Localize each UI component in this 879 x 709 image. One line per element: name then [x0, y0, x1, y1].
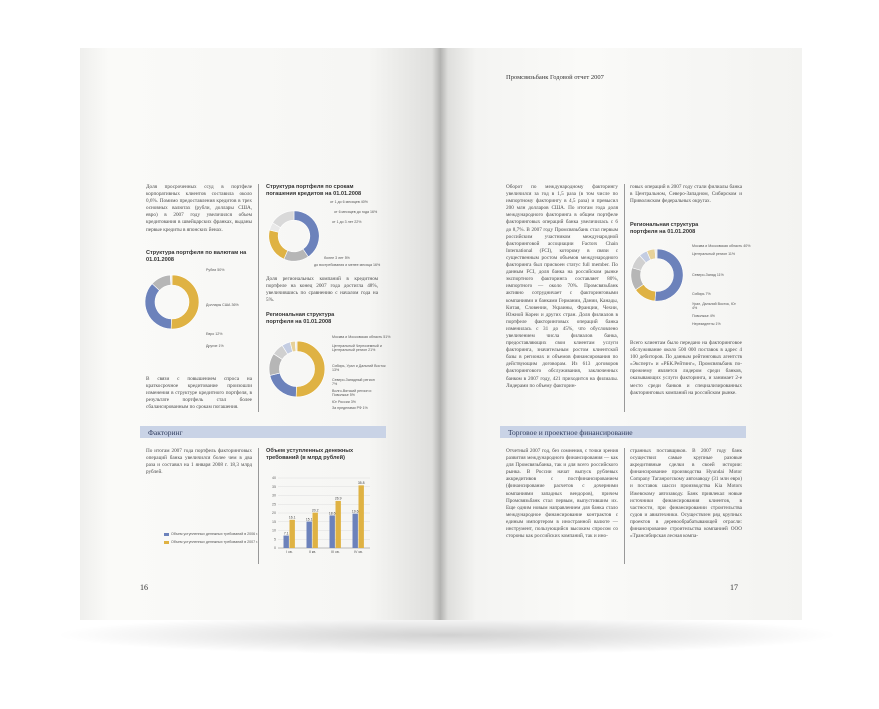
left-col1-paragraph-2: В связи с повышением спроса на краткосрочное кредитование произошли изменения в структуре кредитного портфеля, в результате портфель стал более сбалансированным по срокам погашения.: [146, 376, 252, 411]
region-slice-0: [296, 341, 325, 397]
term-chart-title: Структура портфеля по срокам погашения кредитов на 01.01.2008: [266, 184, 362, 197]
right-region-chart-title: Региональная структура портфеля на 01.01.2008: [630, 222, 699, 235]
factoring-section-band: [140, 426, 386, 438]
region-label-3: Северо-Западный регион 7%: [332, 378, 375, 386]
bar-label-1-0: 15.1: [305, 517, 313, 522]
right-region-label-5: Поволжье 4%: [692, 314, 715, 318]
bar-ytick-4: 20: [272, 511, 276, 516]
right-region-label-0: Москва и Московская область 40%: [692, 244, 751, 248]
right-region-slice-0: [655, 249, 683, 301]
bar-label-0-0: 7.1: [283, 531, 289, 536]
right-column-rule: [624, 184, 625, 412]
term-label-3: более 3 лет 5%: [324, 256, 350, 260]
left-col2-paragraph-1: Доля региональных компаний в кредитном портфеле на конец 2007 года достигла 48%, увеличившись по сравнению с началом года на 5%.: [266, 276, 378, 304]
bar-xtick-1: II кв.: [308, 550, 317, 554]
bar-ytick-5: 25: [272, 502, 276, 507]
term-label-1: от 6 месяцев до года 16%: [334, 210, 378, 214]
currency-label-usd: Доллары США 36%: [206, 303, 239, 307]
bar-xtick-3: IV кв.: [354, 550, 363, 554]
bar-ytick-6: 30: [272, 493, 276, 498]
left-col1-paragraph-1: Доля просроченных ссуд в портфеле корпоративных клиентов составила около 0,6%. Помимо предоставления кредитов в трех основных валютах (рубли, доллары США, евро) в 2007 году увеличился объем кредитования в швейцарских франках, выданы первые кредиты в японских йенах.: [146, 184, 252, 233]
report-header: Промсвязьбанк Годовой отчет 2007: [506, 74, 604, 81]
factoring-section-title: Факторинг: [148, 427, 183, 437]
term-donut-chart: [266, 208, 322, 264]
bar-1-1: [313, 513, 318, 548]
trade-finance-col2: странных поставщиков. В 2007 году банк осуществил самые крупные разовые акредитивные сделки в своей истории: финансирование производства Hyundai Motor Company Таганрогскому автозаводу (31 млн евро) и поставок шасси производства Kia Motors Ижевскому автозаводу. Банк привлекал новые источники финансирования клиентов, в частности, при финансировании строительства судов и авиатехники. Осуществлен ряд крупных проектов в деревообрабатывающей отрасли: финансирование строительства компанией ООО «Трансибирская лесная компа-: [630, 448, 742, 540]
bar-3-1: [359, 485, 364, 548]
bar-ytick-8: 40: [272, 476, 276, 481]
right-page-number: 17: [730, 583, 738, 592]
bar-label-2-1: 26.9: [334, 496, 342, 501]
bar-ytick-0: 0: [274, 546, 276, 551]
term-slice-2: [269, 230, 288, 259]
bar-chart-title: Объем уступленных денежных требований (в млрд рублей): [266, 448, 354, 461]
region-slice-1: [270, 373, 297, 397]
bar-legend-2006: [164, 532, 258, 536]
currency-donut-chart: [142, 272, 202, 332]
left-page-number: 16: [140, 583, 148, 592]
right-region-label-4: Урал, Дальний Восток, Юг 4%: [692, 302, 736, 310]
legend-label-2007: Объем уступленных денежных требований в 2007 г.: [171, 540, 258, 544]
region-chart-title: Региональная структура портфеля на 01.01.2008: [266, 312, 335, 325]
bar-1-0: [307, 522, 312, 548]
bar-label-1-1: 20.2: [311, 508, 319, 513]
currency-label-rub: Рубли 50%: [206, 268, 225, 272]
region-slice-6: [295, 341, 297, 351]
bar-2-1: [336, 501, 341, 548]
bar-0-1: [290, 520, 295, 548]
bar-xtick-2: III кв.: [331, 550, 340, 554]
term-label-4: до востребования и менее месяца 16%: [314, 263, 381, 267]
region-donut-chart: [266, 338, 328, 400]
currency-label-other: Другие 1%: [206, 344, 224, 348]
right-col1-text: Оборот по международному факторингу увеличился за год в 1,5 раза (в том числе по импортному факторингу в 4,5 раза) и превысил 200 млн долларов США. По итогам года доля международного факторинга в общем портфеле факторинговых операций банка увеличилась с 6 до 8,7%. В 2007 году Промсвязьбанк стал первым российским участником международной факторинговой ассоциации Factors Chain International (FCI), которому в связи с существенным ростом объемов международного факторинга был присвоен статус full member. По данным FCI, доля банка на российском рынке экспортного факторинга составляет 80%, импортного — около 70%. Промсвязьбанк активно сотрудничает с факторинговыми компаниями и банками Германии, Дании, Канады, Китая, Словении, Украины, Франции, Чехии, Южной Кореи и других стран. Доля филиалов в портфеле факторинговых операций банка изменилась с 31 до 45%, что обусловлено увеличением числа филиалов банка, предоставляющих свои клиентам услуги факторинга, значительным ростом клиентской базы в регионах и объемов финансирования по действующим договорам. Из 613 договоров факторингового обслуживания, заключенных банком в 2007 году, 421 приходится на филиалы. Лидерами по объему факторин-: [506, 184, 618, 389]
bar-3-0: [353, 514, 358, 548]
region-label-2: Сибирь, Урал и Дальний Восток 13%: [332, 364, 386, 372]
column-rule: [258, 184, 259, 412]
bar-xtick-0: I кв.: [286, 550, 293, 554]
region-label-6: За пределами РФ 1%: [332, 406, 368, 410]
right-region-label-1: Центральный регион 11%: [692, 252, 736, 256]
left-page: [80, 48, 440, 620]
factoring-bar-chart: [264, 468, 374, 564]
column-rule-2: [258, 448, 259, 564]
region-label-0: Москва и Московская область 51%: [332, 335, 391, 339]
bar-ytick-1: 5: [274, 537, 276, 542]
right-region-donut-chart: [628, 246, 686, 304]
bar-label-0-1: 16.1: [288, 515, 296, 520]
currency-slice-1: [145, 284, 171, 329]
bar-label-3-1: 35.8: [357, 481, 365, 486]
bar-2-0: [330, 515, 335, 548]
right-col2-text-1: говых операций в 2007 году стали филиалы банка в Центральном, Северо-Западном, Сибирском и Приволжском федеральных округах.: [630, 184, 742, 205]
bar-legend-2007: [164, 540, 258, 544]
bar-ytick-7: 35: [272, 484, 276, 489]
currency-chart-title: Структура портфеля по валютам на 01.01.2008: [146, 250, 247, 263]
drop-shadow: [52, 615, 842, 655]
currency-slice-3: [170, 275, 172, 285]
legend-swatch-2006: [164, 533, 169, 536]
region-label-5: Юг России 3%: [332, 400, 356, 404]
right-col2-text-2: Всего клиентам было передано на факторинговое обслуживание около 500 000 поставок в адрес 4 100 дебиторов. По данным рейтинговых агентств «Эксперт» и «РБК.Рейтинг», Промсвязьбанк по-прежнему является лидером среди банков, оказывающих услуги факторинга, и занимает 2-е место среди банков и специализированных факторинговых компаний на российском рынке.: [630, 340, 742, 396]
book-spine: [432, 48, 448, 620]
right-region-label-3: Сибирь 7%: [692, 292, 711, 296]
region-label-1: Центральный Черноземный и Центральный регион 21%: [332, 344, 382, 352]
right-column-rule-2: [624, 448, 625, 564]
bar-ytick-3: 15: [272, 519, 276, 524]
term-label-2: от 1 до 3 лет 22%: [332, 220, 362, 224]
term-label-0: от 1 до 6 месяцев 40%: [330, 200, 368, 204]
region-label-4: Волго-Вятский регион и Поволжье 5%: [332, 389, 372, 397]
right-page: [440, 48, 802, 620]
trade-finance-band: [500, 426, 746, 438]
bar-label-2-0: 18.6: [328, 511, 336, 516]
legend-swatch-2007: [164, 541, 169, 544]
factoring-paragraph: По итогам 2007 года портфель факторинговых операций банка увеличился более чем в два раза и составил на 1 января 2008 г. 18,3 млрд рублей.: [146, 448, 252, 476]
right-region-label-2: Северо-Запад 11%: [692, 273, 724, 277]
bar-label-3-0: 19.6: [351, 509, 359, 514]
trade-finance-col1: Отчетный 2007 год, без сомнения, с точки зрения развития международного финансирования — как для Промсвязьбанка, так и для всего российского рынка. В России начат выпуск рублевых аккредитивов с постфинансированием (финансирование расчетов с дочерними компаниями западных вендоров), причем Промсвязьбанк стал первым, выпустившим их. Еще одним новым направлением для банка стало международное финансирование контрактов с единым импортером в иностранной валюте — инструмент, пользующийся высоким спросом со стороны как российских компаний, так и ино-: [506, 448, 618, 540]
trade-finance-title: Торговое и проектное финансирование: [508, 427, 633, 437]
right-region-label-6: Нерезиденты 1%: [692, 322, 721, 326]
bar-0-0: [284, 536, 289, 548]
bar-ytick-2: 10: [272, 528, 276, 533]
currency-label-eur: Евро 12%: [206, 332, 223, 336]
legend-label-2006: Объем уступленных денежных требований в 2006 г.: [171, 532, 258, 536]
currency-slice-0: [171, 275, 199, 329]
term-slice-0: [294, 211, 319, 257]
